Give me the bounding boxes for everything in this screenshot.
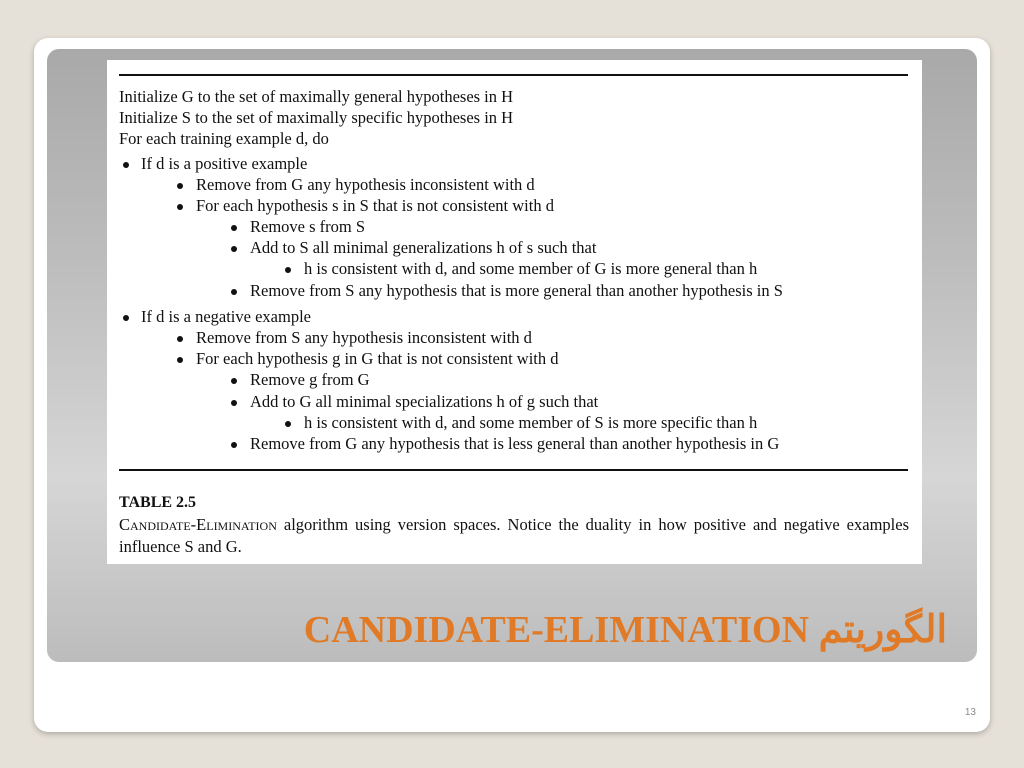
algorithm-line: Add to G all minimal specializations h of g such that [250,392,599,411]
algorithm-line: Remove s from S [250,217,366,236]
algorithm-line: Remove g from G [250,370,370,389]
algorithm-line: h is consistent with d, and some member of G is more general than h [304,259,758,278]
bullet-icon [177,357,183,363]
algorithm-line: Remove from S any hypothesis inconsistent with d [196,328,532,347]
algorithm-line: If d is a negative example [141,307,311,326]
algorithm-name: Candidate-Elimination [119,515,277,534]
slide [34,38,990,732]
bullet-icon [231,225,237,231]
scanned-table-image [107,60,922,564]
bullet-icon [123,315,129,321]
bullet-icon [285,421,291,427]
bullet-icon [285,267,291,273]
bullet-icon [231,289,237,295]
bullet-icon [177,183,183,189]
top-rule [119,74,908,76]
bullet-icon [231,246,237,252]
slide-title: CANDIDATE-ELIMINATION الگوریتم [303,609,947,651]
bullet-icon [231,400,237,406]
algorithm-line: If d is a positive example [141,154,308,173]
bottom-rule [119,469,908,471]
bullet-icon [177,336,183,342]
algorithm-line: Initialize G to the set of maximally general hypotheses in H [119,87,514,106]
bullet-icon [177,204,183,210]
algorithm-line: Remove from S any hypothesis that is more general than another hypothesis in S [250,281,783,300]
algorithm-line: Remove from G any hypothesis that is less general than another hypothesis in G [250,434,780,453]
algorithm-line: h is consistent with d, and some member of S is more specific than h [304,413,758,432]
algorithm-line: For each hypothesis g in G that is not consistent with d [196,349,559,368]
algorithm-line: Add to S all minimal generalizations h of s such that [250,238,597,257]
algorithm-line: For each training example d, do [119,129,329,148]
content-panel [47,49,977,662]
table-caption-title: TABLE 2.5 [119,494,197,511]
bullet-icon [231,442,237,448]
algorithm-line: For each hypothesis s in S that is not consistent with d [196,196,554,215]
caption-body: algorithm using version spaces. Notice the duality in how positive and negative examples influence S and G. [119,515,909,556]
page-number: 13 [964,707,976,718]
table-caption-text [119,514,909,558]
bullet-icon [123,162,129,168]
algorithm-line: Initialize S to the set of maximally specific hypotheses in H [119,108,514,127]
algorithm-line: Remove from G any hypothesis inconsistent with d [196,175,535,194]
bullet-icon [231,378,237,384]
